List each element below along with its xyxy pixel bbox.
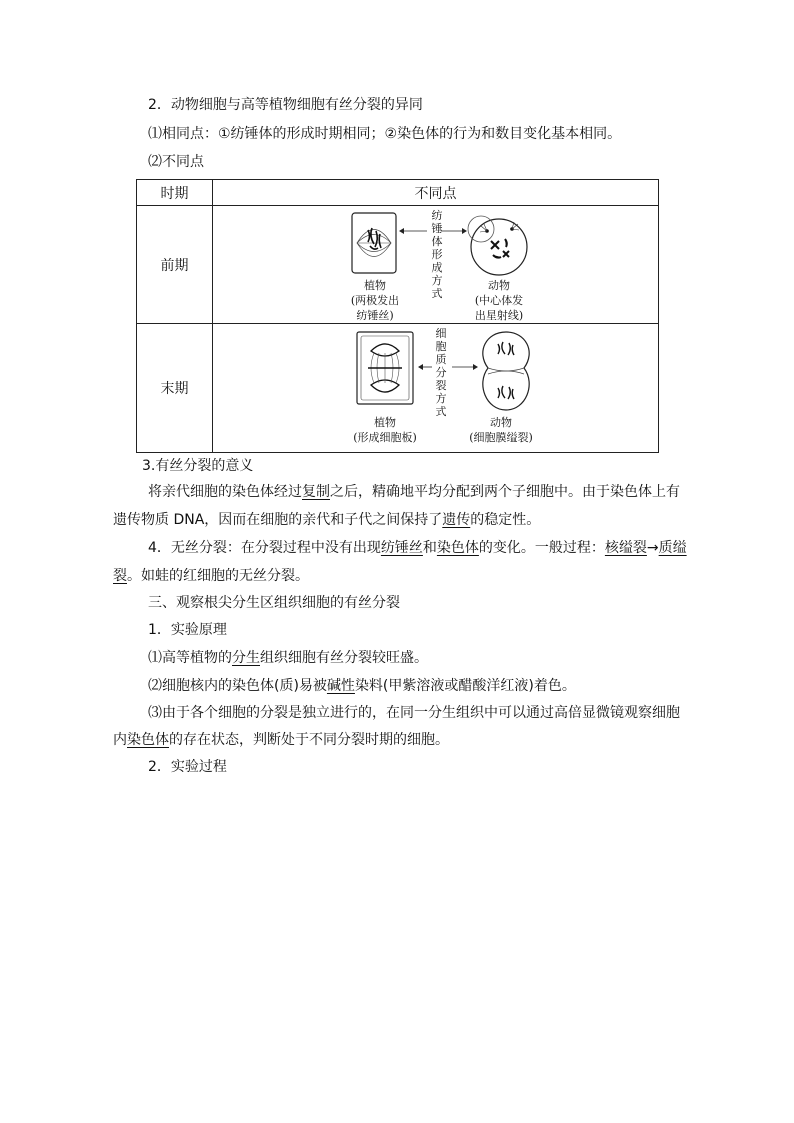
- vertical-char: 方: [431, 274, 443, 287]
- animal-telophase-caption: [461, 415, 541, 445]
- underlined-term: 裂: [113, 568, 127, 584]
- principle-3-line-1: ⑶由于各个细胞的分裂是独立进行的，在同一分生组织中可以通过高倍显微镜观察细胞: [148, 705, 680, 721]
- caption-line: (中心体发: [474, 294, 524, 307]
- vertical-char: 式: [431, 287, 443, 300]
- prophase-vertical-label: [430, 209, 444, 300]
- animal-prophase-caption: [467, 278, 531, 323]
- text-run: ⑴高等植物的: [148, 650, 232, 666]
- double-arrow-icon: [399, 226, 467, 236]
- significance-paragraph-line-1: [148, 482, 680, 502]
- text-run: 之后，精确地平均分配到两个子细胞中。由于染色体上有: [330, 484, 680, 500]
- text-run: 内: [113, 732, 127, 748]
- telophase-figure-cell: [213, 324, 659, 453]
- caption-line: 纺锤丝): [356, 309, 394, 322]
- text-run: 组织细胞有丝分裂较旺盛。: [260, 650, 428, 666]
- plant-prophase-cell-illustration: [351, 212, 397, 274]
- diff-points-title: ⑵不同点: [148, 154, 204, 170]
- plant-telophase-caption: [345, 415, 425, 445]
- prophase-figure-cell: [213, 206, 659, 324]
- vertical-char: 方: [435, 392, 447, 405]
- caption-line: 动物: [488, 279, 510, 292]
- section-2-title: 2．动物细胞与高等植物细胞有丝分裂的异同: [148, 97, 423, 113]
- caption-line: 植物: [364, 279, 386, 292]
- text-run: 的存在状态，判断处于不同分裂时期的细胞。: [169, 732, 449, 748]
- vertical-char: 裂: [435, 379, 447, 392]
- experiment-principle-title: 1．实验原理: [148, 622, 227, 638]
- header-period: 时期: [137, 180, 213, 206]
- principle-1: [148, 648, 428, 668]
- vertical-char: 质: [435, 353, 447, 366]
- telophase-vertical-label: [434, 327, 448, 418]
- vertical-char: 纺: [431, 209, 443, 222]
- header-difference: 不同点: [213, 180, 659, 206]
- text-run: 染料(甲紫溶液或醋酸洋红液)着色。: [354, 678, 576, 694]
- vertical-char: 细: [435, 327, 447, 340]
- text-run: 遗传物质 DNA，因而在细胞的亲代和子代之间保持了: [113, 512, 443, 528]
- comparison-table: [136, 179, 659, 453]
- principle-2: [148, 676, 576, 696]
- underlined-term: 分生: [232, 650, 260, 666]
- period-prophase: 前期: [137, 206, 213, 324]
- arrow-text: →: [646, 540, 659, 556]
- table-row-prophase: [137, 206, 659, 324]
- significance-paragraph-line-2: [113, 510, 540, 530]
- underlined-term: 遗传: [442, 512, 471, 528]
- text-run: 将亲代细胞的染色体经过: [148, 484, 302, 500]
- experiment-process-title: 2．实验过程: [148, 759, 227, 775]
- underlined-term: 纺锤丝: [380, 540, 423, 556]
- caption-line: 出星射线): [474, 309, 524, 322]
- vertical-char: 形: [431, 248, 443, 261]
- animal-telophase-cell-illustration: [478, 330, 534, 412]
- part-3-title: 三、观察根尖分生区组织细胞的有丝分裂: [148, 595, 400, 611]
- text-run: 和: [422, 540, 437, 556]
- vertical-char: 体: [431, 235, 443, 248]
- text-run: 。如蛙的红细胞的无丝分裂。: [127, 568, 309, 584]
- plant-prophase-caption: [345, 278, 405, 323]
- caption-line: 动物: [490, 416, 512, 429]
- vertical-char: 锤: [431, 222, 443, 235]
- vertical-char: 胞: [435, 340, 447, 353]
- amitosis-line-2: [113, 566, 309, 586]
- table-row-telophase: [137, 324, 659, 453]
- text-run: ⑵细胞核内的染色体(质)易被: [148, 678, 327, 694]
- text-run: 的变化。一般过程：: [478, 540, 605, 556]
- vertical-char: 式: [435, 405, 447, 418]
- same-points: ⑴相同点：①纺锤体的形成时期相同；②染色体的行为和数目变化基本相同。: [148, 126, 622, 142]
- table-header-row: [137, 180, 659, 206]
- caption-line: (两极发出: [350, 294, 400, 307]
- underlined-term: 核缢裂: [604, 540, 647, 556]
- section-3-title: 3.有丝分裂的意义: [142, 458, 254, 474]
- caption-line: 植物: [374, 416, 396, 429]
- underlined-term: 染色体: [436, 540, 479, 556]
- plant-telophase-cell-illustration: [356, 331, 414, 405]
- text-run: 的稳定性。: [470, 512, 541, 528]
- underlined-term: 质缢: [658, 540, 687, 556]
- vertical-char: 成: [431, 261, 443, 274]
- underlined-term: 复制: [302, 484, 330, 500]
- text-run: 4．无丝分裂：在分裂过程中没有出现: [148, 540, 381, 556]
- underlined-term: 碱性: [326, 678, 355, 694]
- double-arrow-icon: [418, 362, 478, 372]
- vertical-char: 分: [435, 366, 447, 379]
- animal-prophase-cell-illustration: [465, 211, 531, 277]
- amitosis-line-1: [148, 538, 687, 558]
- underlined-term: 染色体: [127, 732, 169, 748]
- caption-line: (形成细胞板): [353, 431, 417, 444]
- principle-3-line-2: [113, 730, 449, 750]
- period-telophase: 末期: [137, 324, 213, 453]
- caption-line: (细胞膜缢裂): [469, 431, 533, 444]
